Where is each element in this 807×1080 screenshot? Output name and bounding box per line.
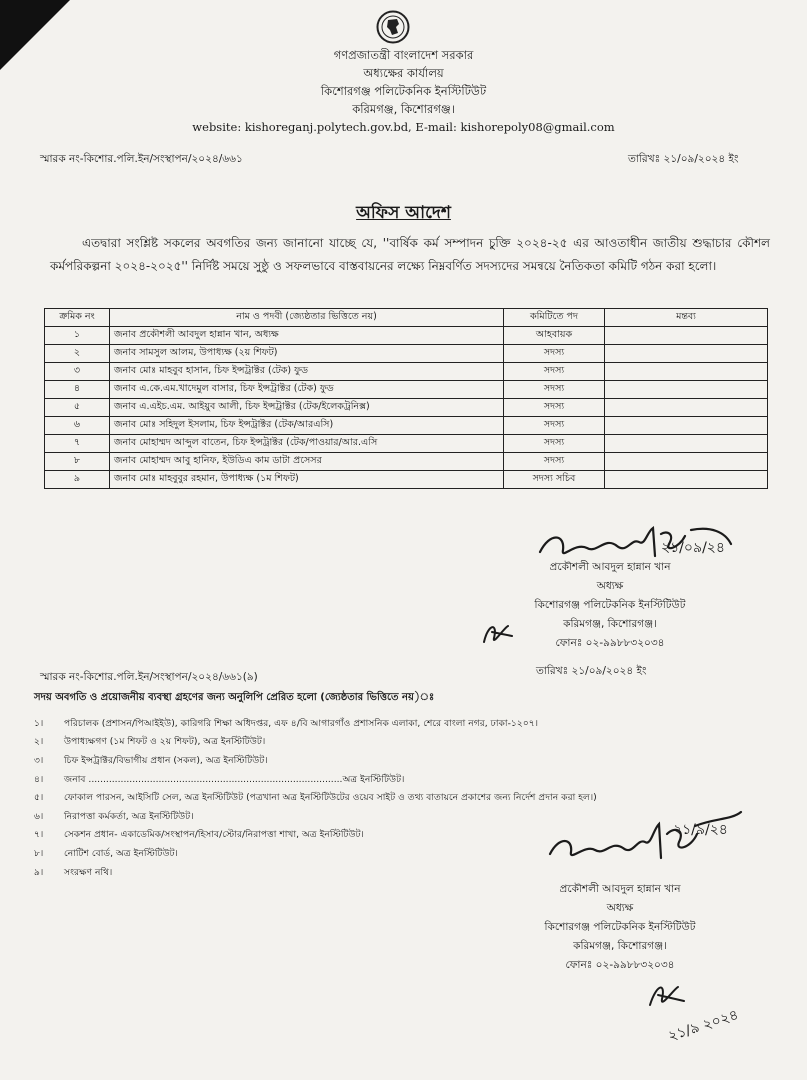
remark-cell — [605, 417, 768, 435]
role-cell: সদস্য — [504, 453, 605, 471]
name-cell: জনাব প্রকৌশলী আবদুল হান্নান খান, অধ্যক্ষ — [110, 327, 504, 345]
remark-cell — [605, 453, 768, 471]
list-item-number: ৫। — [34, 792, 44, 804]
list-item-number: ৭। — [34, 829, 44, 841]
signer-institute: কিশোরগঞ্জ পলিটেকনিক ইনস্টিটিউট — [544, 921, 696, 933]
memo2-date: তারিখঃ ২১/০৯/২০২৪ ইং — [536, 665, 647, 677]
committee-table — [44, 308, 768, 489]
serial-cell: ২ — [45, 345, 110, 363]
list-item-text: ফোকাল পারসন, আইসিটি সেল, অত্র ইনস্টিটিউট (পত্রখানা অত্র ইনস্টিটিউটের ওয়েব সাইট ও তথ্য বাতায়নে প্রকাশের জন্য নির্দেশ প্রদান করা হল।) — [64, 792, 597, 804]
serial-cell: ৩ — [45, 363, 110, 381]
list-item-text: নিরাপত্তা কর্মকর্তা, অত্র ইনস্টিটিউট। — [64, 810, 194, 822]
signature-block-2 — [480, 880, 760, 975]
remark-cell — [605, 381, 768, 399]
name-cell: জনাব মোঃ মাহবুবুর রহমান, উপাধ্যক্ষ (১ম শিফট) — [110, 471, 504, 489]
col-header-role: কমিটিতে পদ — [504, 309, 605, 327]
list-item-number: ৪। — [34, 773, 44, 785]
signer-phone: ফোনঃ ০২-৯৯৮৮৩২০৩৪ — [565, 959, 675, 971]
table-row — [45, 327, 768, 345]
remark-cell — [605, 399, 768, 417]
order-body: এতদ্বারা সংশ্লিষ্ট সকলের অবগতির জন্য জানানো যাচ্ছে যে, ''বার্ষিক কর্ম সম্পাদন চুক্তি ২০২৪-২৫ এর আওতাধীন জাতীয় শুদ্ধাচার কৌশল কর্মপরিকল্পনা ২০২৪-২০২৫'' নির্দিষ্ট সময়ে সুষ্ঠু ও সফলভাবে বাস্তবায়নের লক্ষ্যে নিম্নবর্ণিত সদস্যদের সমন্বয়ে নৈতিকতা কমিটি গঠন করা হলো। — [50, 236, 770, 273]
contact-line: website: kishoreganj.polytech.gov.bd, E-mail: kishorepoly08@gmail.com — [192, 120, 615, 134]
memo-ref: স্মারক নং-কিশোর.পলি.ইন/সংস্থাপন/২০২৪/৬৬১ — [40, 153, 243, 165]
list-item-number: ৯। — [34, 866, 44, 878]
serial-cell: ৬ — [45, 417, 110, 435]
role-cell: আহবায়ক — [504, 327, 605, 345]
list-item-text: সেকশন প্রধান- একাডেমিক/সংস্থাপন/হিসাব/স্টোর/নিরাপত্তা শাখা, অত্র ইনস্টিটিউট। — [64, 829, 364, 841]
list-item-number: ১। — [34, 717, 44, 729]
name-cell: জনাব এ.কে.এম.খাদেমুল বাসার, চিফ ইন্সট্রাক্টর (টেক) ফুড — [110, 381, 504, 399]
role-cell: সদস্য সচিব — [504, 471, 605, 489]
list-item-text: উপাধ্যক্ষগণ (১ম শিফট ও ২য় শিফট), অত্র ইনস্টিটিউট। — [64, 736, 266, 748]
gov-name: গণপ্রজাতন্ত্রী বাংলাদেশ সরকার — [333, 48, 474, 62]
role-cell: সদস্য — [504, 435, 605, 453]
signature-2-date-text: ২১/৯/২৪ — [673, 822, 728, 838]
role-cell: সদস্য — [504, 417, 605, 435]
role-cell: সদস্য — [504, 363, 605, 381]
list-item-text: চিফ ইন্সট্রাক্টর/বিভাগীয় প্রধান (সকল), অত্র ইনস্টিটিউট। — [64, 754, 268, 766]
cc-intro: সদয় অবগতি ও প্রয়োজনীয় ব্যবস্থা গ্রহণের জন্য অনুলিপি প্রেরিত হলো (জ্যেষ্ঠতার ভিত্তিতে নয়)ঃ — [34, 692, 435, 703]
letterhead — [0, 46, 807, 136]
list-item-number: ২। — [34, 736, 44, 748]
initial-mark-2 — [640, 975, 750, 1055]
signer-location: করিমগঞ্জ, কিশোরগঞ্জ। — [563, 618, 657, 630]
table-row — [45, 345, 768, 363]
list-item — [34, 714, 694, 733]
role-cell: সদস্য — [504, 345, 605, 363]
name-cell: জনাব সামসুল আলম, উপাধ্যক্ষ (২য় শিফট) — [110, 345, 504, 363]
serial-cell: ৪ — [45, 381, 110, 399]
table-header-row — [45, 309, 768, 327]
signer-phone: ফোনঃ ০২-৯৯৮৮৩২০৩৪ — [555, 637, 665, 649]
initial-mark-1 — [478, 618, 518, 650]
remark-cell — [605, 327, 768, 345]
remark-cell — [605, 435, 768, 453]
serial-cell: ৮ — [45, 453, 110, 471]
signer-name: প্রকৌশলী আবদুল হান্নান খান — [559, 883, 681, 895]
signer-designation: অধ্যক্ষ — [596, 580, 624, 592]
table-row — [45, 471, 768, 489]
memo2-ref: স্মারক নং-কিশোর.পলি.ইন/সংস্থাপন/২০২৪/৬৬১(৯) — [40, 671, 258, 683]
name-cell: জনাব মোঃ মাহবুব হাসান, চিফ ইন্সট্রাক্টর (টেক) ফুড — [110, 363, 504, 381]
name-cell: জনাব মোঃ সহিদুল ইসলাম, চিফ ইন্সট্রাক্টর (টেক/আরএসি) — [110, 417, 504, 435]
list-item — [34, 733, 694, 752]
signer-name: প্রকৌশলী আবদুল হান্নান খান — [549, 561, 671, 573]
list-item-number: ৮। — [34, 847, 44, 859]
page-title: অফিস আদেশ — [356, 203, 451, 223]
list-item-text: পরিচালক (প্রশাসন/পিআইইউ), কারিগরি শিক্ষা অধিদপ্তর, এফ ৪/বি আগারগাঁও প্রশাসনিক এলাকা, শেরে বাংলা নগর, ঢাকা-১২০৭। — [64, 717, 539, 729]
list-item — [34, 770, 694, 789]
table-row — [45, 399, 768, 417]
remark-cell — [605, 363, 768, 381]
remark-cell — [605, 345, 768, 363]
initial-2-date-text: ২১/৯ ২০২৪ — [666, 1007, 741, 1045]
role-cell: সদস্য — [504, 381, 605, 399]
institute-name: কিশোরগঞ্জ পলিটেকনিক ইনস্টিটিউট — [320, 84, 487, 98]
list-item — [34, 788, 694, 807]
table-row — [45, 453, 768, 471]
serial-cell: ৫ — [45, 399, 110, 417]
signature-1-date-text: ২১/০৯/২৪ — [661, 540, 725, 556]
list-item — [34, 751, 694, 770]
government-seal-icon — [376, 10, 410, 44]
table-row — [45, 363, 768, 381]
serial-cell: ৭ — [45, 435, 110, 453]
handwritten-signature-2 — [545, 810, 745, 870]
col-header-remark: মন্তব্য — [605, 309, 768, 327]
signer-institute: কিশোরগঞ্জ পলিটেকনিক ইনস্টিটিউট — [534, 599, 686, 611]
list-item-text: নোটিশ বোর্ড, অত্র ইনস্টিটিউট। — [64, 847, 178, 859]
table-row — [45, 435, 768, 453]
role-cell: সদস্য — [504, 399, 605, 417]
table-row — [45, 381, 768, 399]
list-item-text: জনাব .......................................................................................অত্র ইনস্টিটিউট। — [64, 773, 405, 785]
serial-cell: ১ — [45, 327, 110, 345]
name-cell: জনাব মোহাম্মদ আব্দুল বাতেন, চিফ ইন্সট্রাক্টর (টেক/পাওয়ার/আর.এসি — [110, 435, 504, 453]
col-header-name: নাম ও পদবী (জ্যেষ্ঠতার ভিত্তিতে নয়) — [110, 309, 504, 327]
serial-cell: ৯ — [45, 471, 110, 489]
table-row — [45, 417, 768, 435]
office-name: অধ্যক্ষের কার্যালয় — [363, 66, 444, 80]
signer-location: করিমগঞ্জ, কিশোরগঞ্জ। — [573, 940, 667, 952]
name-cell: জনাব মোহাম্মদ আবু হানিফ, ইউডিএ কাম ডাটা প্রসেসর — [110, 453, 504, 471]
institute-location: করিমগঞ্জ, কিশোরগঞ্জ। — [352, 102, 455, 116]
list-item-number: ৩। — [34, 754, 44, 766]
signer-designation: অধ্যক্ষ — [606, 902, 634, 914]
col-header-serial: ক্রমিক নং — [45, 309, 110, 327]
list-item-number: ৬। — [34, 810, 44, 822]
name-cell: জনাব এ.এইচ.এম. আইয়ুব আলী, চিফ ইন্সট্রাক্টর (টেক/ইলেকট্রনিক্স) — [110, 399, 504, 417]
memo-date: তারিখঃ ২১/০৯/২০২৪ ইং — [628, 153, 739, 165]
remark-cell — [605, 471, 768, 489]
list-item-text: সংরক্ষণ নথি। — [64, 866, 113, 878]
